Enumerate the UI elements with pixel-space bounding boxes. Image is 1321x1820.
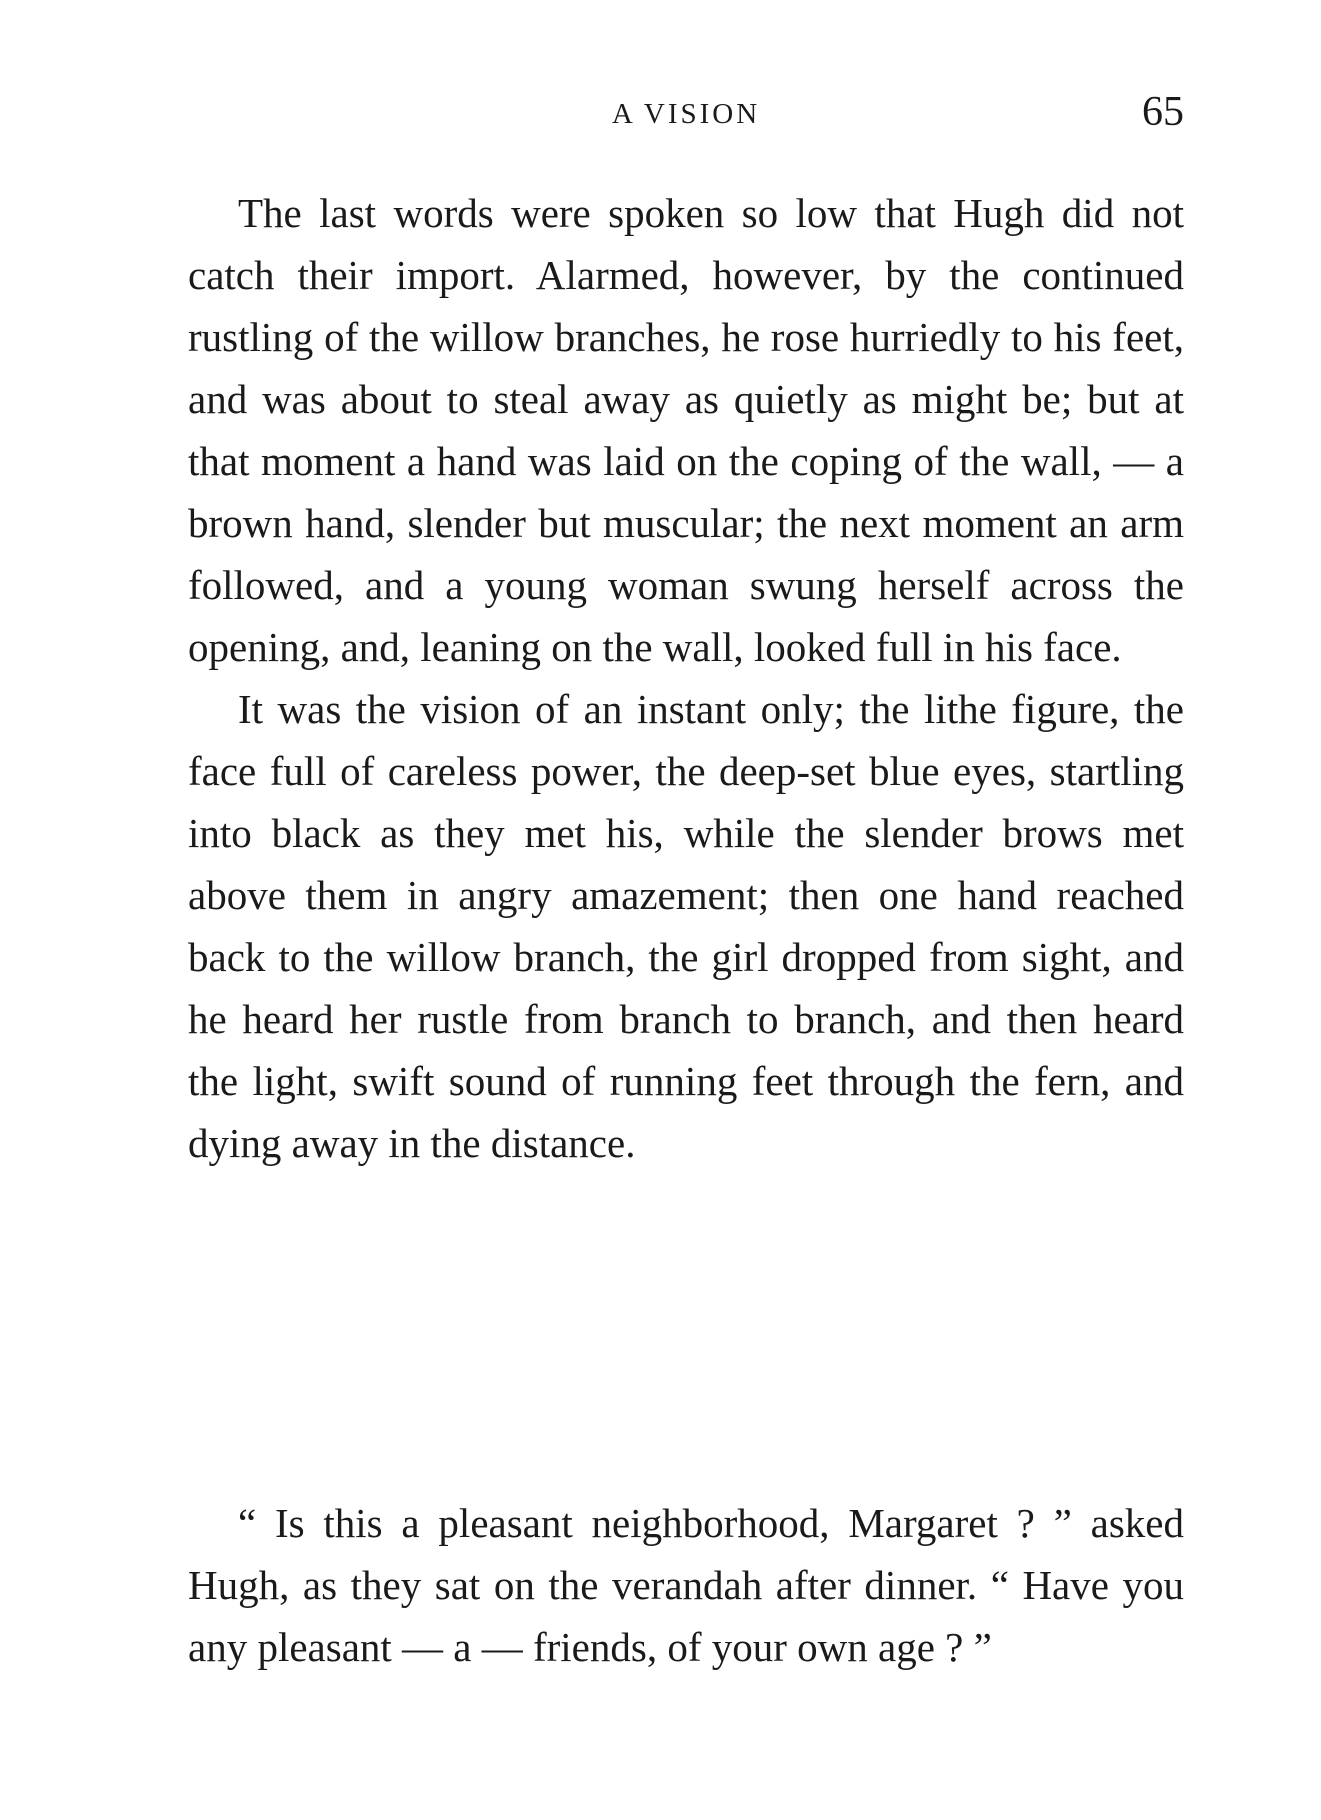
body-text-section-2 [188,1492,1184,1678]
paragraph-3: “ Is this a pleasant neighborhood, Margaret ? ” asked Hugh, as they sat on the verandah after dinner. “ Have you any pleasant — a — friends, of your own age ? ” [188,1500,1184,1670]
running-head [188,88,1184,138]
page-number: 65 [1142,89,1184,135]
body-text-section-1 [188,182,1184,1174]
paragraph-1: The last words were spoken so low that Hugh did not catch their import. Alarmed, however, by the continued rustling of the willow branches, he rose hurriedly to his feet, and was about to steal away as quietly as might be; but at that moment a hand was laid on the coping of the wall, — a brown hand, slender but muscular; the next moment an arm followed, and a young woman swung herself across the opening, and, leaning on the wall, looked full in his face. [188,190,1184,670]
paragraph-2: It was the vision of an instant only; the lithe figure, the face full of careless power, the deep-set blue eyes, startling into black as they met his, while the slender brows met above them in angry amazement; then one hand reached back to the willow branch, the girl dropped from sight, and he heard her rustle from branch to branch, and then heard the light, swift sound of running feet through the fern, and dying away in the distance. [188,686,1184,1166]
running-title: A VISION [611,98,761,130]
